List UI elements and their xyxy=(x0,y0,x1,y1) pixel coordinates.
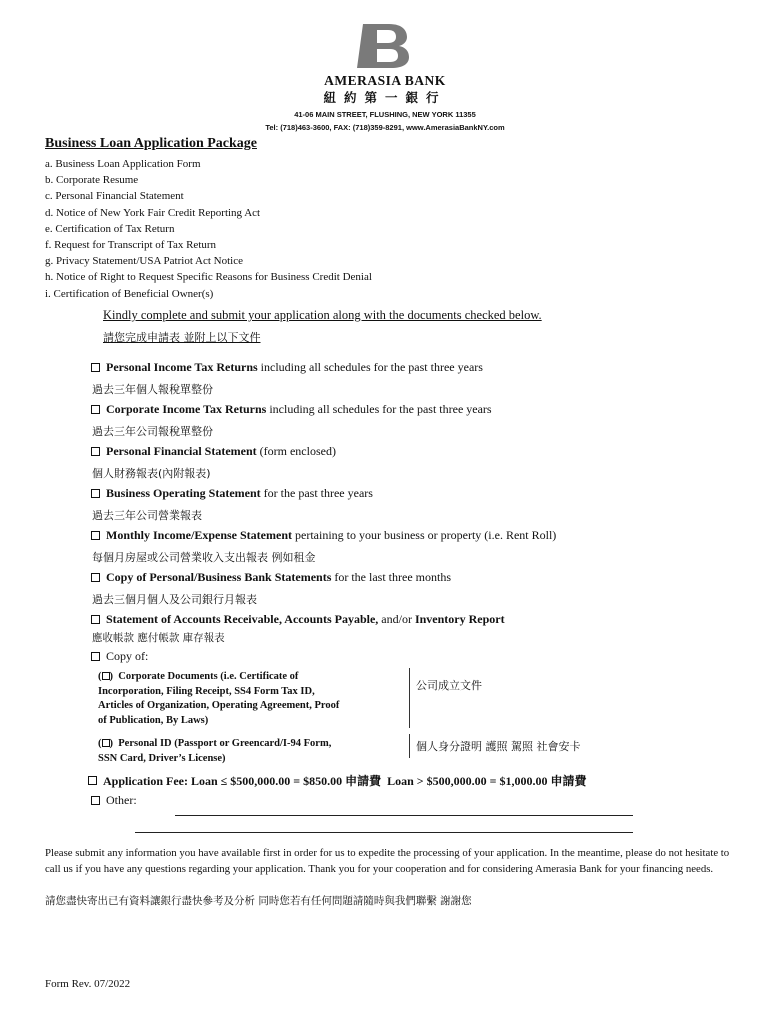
closing-paragraph-chinese: 請您盡快寄出已有資料讓銀行盡快參考及分析 同時您若有任何問題請隨時與我們聯繫 謝謝您 xyxy=(45,895,472,907)
checklist-item-chinese: 每個月房屋或公司營業收入支出報表 例如租金 xyxy=(92,551,316,564)
checklist-item-chinese: 個人財務報表(內附報表) xyxy=(92,467,211,480)
checkbox[interactable] xyxy=(91,573,100,582)
package-title: Business Loan Application Package xyxy=(45,136,257,151)
other-input-line[interactable] xyxy=(175,815,633,816)
checkbox[interactable] xyxy=(91,615,100,624)
checkbox[interactable] xyxy=(88,776,97,785)
checkbox[interactable] xyxy=(102,672,110,680)
bank-name-chinese: 紐約第一銀行 xyxy=(323,90,447,105)
checklist-item xyxy=(91,486,373,501)
checklist-item xyxy=(91,570,451,585)
checklist-item-title: Corporate Income Tax Returns xyxy=(106,402,267,416)
paren-close: ) xyxy=(109,671,119,682)
closing-paragraph: Please submit any information you have available first in order for us to expedite the processing of your application. In the meantime, please do not hesitate to call us if you have any questions regarding your application. Thank you for your cooperation and for considering Amerasia Bank for your financing needs. xyxy=(45,847,730,875)
checklist-item-title: Statement of Accounts Receivable, Accounts Payable, xyxy=(106,612,379,626)
personal-id-item xyxy=(98,737,398,766)
checkbox[interactable] xyxy=(91,405,100,414)
checklist-item-detail: including all schedules for the past three years xyxy=(266,402,492,416)
checklist-item-title: Personal Income Tax Returns xyxy=(106,360,258,374)
bank-name: AMERASIA BANK xyxy=(324,73,446,88)
corporate-docs-chinese: 公司成立文件 xyxy=(416,679,482,692)
checkbox[interactable] xyxy=(91,796,100,805)
list-item: e. Certification of Tax Return xyxy=(45,222,175,235)
checklist-item-title: Copy of Personal/Business Bank Statements xyxy=(106,570,332,584)
checklist-item-detail: and/or xyxy=(378,612,415,626)
corporate-docs-line: of Publication, By Laws) xyxy=(98,714,209,726)
personal-id-chinese: 個人身分證明 護照 駕照 社會安卡 xyxy=(416,740,581,753)
paren-open: ( xyxy=(98,738,102,749)
checklist-item-detail: including all schedules for the past three years xyxy=(257,360,483,374)
checklist-item-chinese: 應收帳款 應付帳款 庫存報表 xyxy=(92,632,225,644)
list-item: d. Notice of New York Fair Credit Reporting Act xyxy=(45,206,261,219)
checkbox[interactable] xyxy=(91,531,100,540)
checkbox[interactable] xyxy=(91,652,100,661)
package-item-list xyxy=(45,156,372,302)
personal-id-line: SSN Card, Driver’s License) xyxy=(98,752,226,764)
other-label: Other: xyxy=(106,793,137,807)
application-fee-item xyxy=(88,772,586,789)
checklist-item-chinese: 過去三個月個人及公司銀行月報表 xyxy=(92,593,257,606)
list-item: c. Personal Financial Statement xyxy=(45,190,184,203)
other-item xyxy=(91,793,137,808)
checklist-item-title: Personal Financial Statement xyxy=(106,444,257,458)
checklist-item xyxy=(91,612,505,627)
application-fee-text: Application Fee: Loan ≤ $500,000.00 = $850.00 申請費 Loan > $500,000.00 = $1,000.00 申請費 xyxy=(103,774,587,788)
checklist-item-detail: pertaining to your business or property (i.e. Rent Roll) xyxy=(292,528,557,542)
checkbox[interactable] xyxy=(91,489,100,498)
divider xyxy=(409,734,410,758)
corporate-documents-item xyxy=(98,670,398,728)
checklist-item-title-2: Inventory Report xyxy=(414,612,505,626)
checklist-item-title: Monthly Income/Expense Statement xyxy=(106,528,292,542)
list-item: f. Request for Transcript of Tax Return xyxy=(45,238,217,251)
checklist-item-chinese: 過去三年公司報稅單整份 xyxy=(92,425,213,438)
bank-address: 41-06 MAIN STREET, FLUSHING, NEW YORK 11355 xyxy=(294,110,476,119)
checkbox[interactable] xyxy=(91,447,100,456)
corporate-docs-line: Articles of Organization, Operating Agreement, Proof xyxy=(98,700,340,711)
copy-of-label: Copy of: xyxy=(106,649,149,663)
bank-contact: Tel: (718)463-3600, FAX: (718)359-8291, www.AmerasiaBankNY.com xyxy=(265,123,505,132)
checklist-item-copy-of xyxy=(91,649,148,664)
checkbox[interactable] xyxy=(91,363,100,372)
paren-close: ) xyxy=(109,738,119,749)
list-item: a. Business Loan Application Form xyxy=(45,158,201,170)
list-item: b. Corporate Resume xyxy=(45,174,139,187)
bank-logo xyxy=(355,22,413,70)
other-input-line-2[interactable] xyxy=(135,832,633,833)
checklist-item xyxy=(91,528,556,543)
instructions-english: Kindly complete and submit your application along with the documents checked below. xyxy=(103,308,542,322)
checkbox[interactable] xyxy=(102,739,110,747)
checklist-item-detail: (form enclosed) xyxy=(256,444,336,458)
instructions-chinese: 請您完成申請表 並附上以下文件 xyxy=(103,331,261,344)
checklist-item xyxy=(91,444,336,459)
list-item: g. Privacy Statement/USA Patriot Act Notice xyxy=(45,255,243,268)
checklist-item-chinese: 過去三年公司營業報表 xyxy=(92,509,202,522)
list-item: i. Certification of Beneficial Owner(s) xyxy=(45,287,214,300)
checklist-item-detail: for the past three years xyxy=(260,486,373,500)
checklist-item xyxy=(91,402,492,417)
checklist-item-title: Business Operating Statement xyxy=(106,486,261,500)
checklist-item-chinese: 過去三年個人報稅單整份 xyxy=(92,383,213,396)
personal-id-line: Personal ID (Passport or Greencard/I-94 Form, xyxy=(118,738,332,749)
corporate-docs-line: Incorporation, Filing Receipt, SS4 Form Tax ID, xyxy=(98,685,315,697)
divider xyxy=(409,668,410,728)
checklist-item-detail: for the last three months xyxy=(331,570,451,584)
list-item: h. Notice of Right to Request Specific Reasons for Business Credit Denial xyxy=(45,271,372,284)
paren-open: ( xyxy=(98,671,102,682)
corporate-docs-line: Corporate Documents (i.e. Certificate of xyxy=(118,671,299,682)
form-revision: Form Rev. 07/2022 xyxy=(45,978,131,990)
checklist-item xyxy=(91,360,483,375)
